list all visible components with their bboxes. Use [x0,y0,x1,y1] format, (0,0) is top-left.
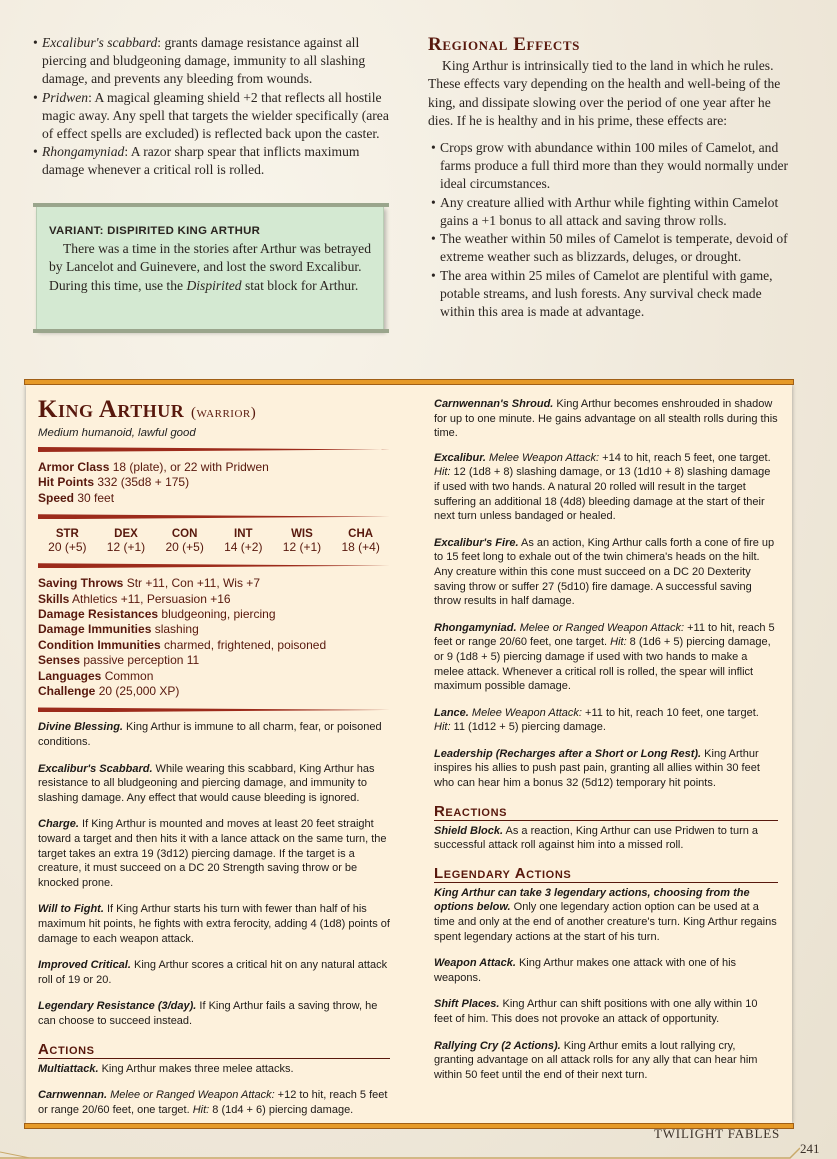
legendary-text: King Arthur makes one attack with one of his weapons. [434,957,737,984]
saving-throws [38,576,390,591]
footer-book-title: TWILIGHT FABLES [654,1126,780,1141]
trait-text: If King Arthur starts his turn with fewer than half of his maximum hit points, he fights with extra ferocity, adding 4 (1d8) points of damage to each weapon attack. [38,903,390,945]
item-text: : A magical gleaming shield +2 that reflects all hostile magic away. Any spell that targets the wielder specifically (area of effect spells are excluded) is reflected back upon the caster. [42,89,389,142]
action-carnwennans-shroud [434,397,778,441]
trait-legendary-resistance [38,999,390,1028]
action-name: Carnwennan's Shroud. [434,398,554,410]
damage-resistances [38,607,390,622]
stat-block-top-bar [24,379,794,385]
ability-name: CON [171,528,198,541]
action-name: Carnwennan. [38,1089,108,1102]
variant-text: stat block for Arthur. [241,277,359,293]
action-text: King Arthur makes three melee attacks. [98,1062,294,1075]
challenge [38,684,390,699]
trait-improved-critical [38,958,390,987]
action-text: +12 to hit, reach 5 feet or range 20/60 feet, one target. [38,1089,388,1116]
list-item: • Excalibur's scabbard: grants damage resistance against all piercing and bludgeoning damage, immunity to all slashing damage, and prevents any bleeding from wounds. [33,35,366,87]
action-name: Excalibur's Fire. [434,536,519,549]
legendary-rallying-cry [434,1039,778,1083]
action-excalibur [434,451,778,524]
ability-name: WIS [291,528,313,541]
item-text: : grants damage resistance against all piercing and bludgeoning damage, immunity to all slashing damage, and prevents any bleeding from wounds. [42,35,366,87]
trait-name: Excalibur's Scabbard. [38,762,153,775]
item-name: Rhongamyniad [42,144,125,160]
skills [38,592,390,607]
prop-label: Senses [38,653,81,668]
condition-immunities [38,638,390,653]
item-text: Any creature allied with Arthur while fighting within Camelot gains a +1 bonus to all attack and saving throw rolls. [440,194,779,228]
ability-name: STR [55,528,79,541]
trait-charge [38,817,390,890]
list-item: • The weather within 50 miles of Camelot is temperate, devoid of extreme weather such as blizzards, deluges, or drought. [431,231,788,265]
regional-effects-title: Regional Effects [428,34,580,55]
ability-value: 12 (+1) [106,540,146,555]
action-text: King Arthur becomes enshrouded in shadow for up to one minute. He gains advantage on all stealth rolls during this time. [434,398,778,440]
armor-class [38,460,390,475]
legendary-name: Weapon Attack. [434,957,516,970]
divider [38,707,390,712]
trait-name: Divine Blessing. [38,721,123,734]
divider [38,447,390,452]
actions-heading: Actions [38,1041,390,1059]
action-name: Leadership (Recharges after a Short or Long Rest). [434,747,702,760]
speed [38,491,390,506]
action-name: Rhongamyniad. [434,621,517,634]
ability-scores [38,527,390,555]
stat-block-right-column [434,397,778,1094]
monster-type: Medium humanoid, lawful good [38,427,196,439]
left-column [30,34,398,180]
damage-text: 12 (1d8 + 8) slashing damage, or 13 (1d10 + 8) slashing damage if used with two hands. A natural 20 rolled will result in the target suffering an additional 18 (4d8) bleeding damage at the start of their next turn unless bandaged or healed. [434,466,771,523]
footer-ornament-line [0,1148,800,1158]
action-text: As an action, King Arthur calls forth a cone of fire up to 15 feet long to exhale out of the twin chimera's heads on the hilt. Any creature within this cone must succeed on a DC 20 Dexterity saving throw or suffer 27 (5d10) fire damage. A successful saving throw results in half damage. [434,536,775,608]
trait-text: While wearing this scabbard, King Arthur has resistance to all bludgeoning and piercing damage, and immunity to slashing damage. Any effect that would cause bleeding is ignored. [38,762,375,804]
list-item: • Crops grow with abundance within 100 miles of Camelot, and farms produce a full third more than they would normally under ideal circumstances. [431,139,789,192]
action-excaliburs-fire [434,536,778,609]
action-lance [434,706,778,735]
legendary-intro [434,886,778,944]
damage-text: 8 (1d6 + 5) piercing damage, or 9 (1d8 + 5) piercing damage if used with two hands to make a melee attack. Whenever a critical roll is rolled, the spear will inflict maximum possible damage. [434,636,771,693]
prop-value: 18 (plate), or 22 with Pridwen [112,460,269,474]
prop-value: Str +11, Con +11, Wis +7 [126,576,260,591]
prop-label: Hit Points [38,475,94,490]
prop-value: Common [104,668,154,683]
trait-text: If King Arthur is mounted and moves at least 20 feet straight toward a target and then hits it with a lance attack on the same turn, the target takes an extra 19 (3d12) piercing damage. If the target is a creature, it must succeed on a DC 20 Strength saving throw or be knocked prone. [38,818,387,889]
prop-label: Damage Immunities [38,622,152,637]
action-text: +11 to hit, reach 5 feet or range 20/60 feet, one target. [434,621,775,649]
prop-label: Languages [38,668,102,683]
legendary-name: Shift Places. [434,998,500,1011]
legendary-actions-heading: Legendary Actions [434,865,778,883]
action-leadership [434,747,778,791]
prop-label: Challenge [38,684,96,699]
item-text: Crops grow with abundance within 100 miles of Camelot, and farms produce a full third more than they would normally under ideal circumstances. [440,139,789,192]
equipment-list [30,34,398,180]
attack-type: Melee Weapon Attack: [468,706,582,719]
action-name: Lance. [434,706,469,719]
prop-label: Speed [38,490,75,505]
trait-will-to-fight [38,902,390,946]
legendary-text: King Arthur emits a lout rallying cry, granting advantage on all attack rolls for any ally that can hear him within 50 feet until the end of their next turn. [434,1039,758,1081]
trait-excaliburs-scabbard [38,762,390,806]
divider [38,563,390,568]
prop-value: bludgeoning, piercing [161,607,276,622]
monster-subtitle: (warrior) [191,405,257,421]
right-column [428,34,794,322]
ability-value: 14 (+2) [224,540,263,555]
prop-label: Skills [38,591,70,606]
damage-immunities [38,622,390,637]
regional-intro: King Arthur is intrinsically tied to the land in which he rules. These effects vary depending on the health and well-being of the king, and dissipate slowing over the period of one year after he dies. If he is healthy and in his prime, these effects are: [428,58,781,129]
attack-type: Melee or Ranged Weapon Attack: [516,621,685,634]
prop-label: Damage Resistances [38,607,159,622]
action-carnwennan [38,1088,390,1117]
damage-text: 11 (1d12 + 5) piercing damage. [450,721,606,734]
hit-label: Hit: [434,721,451,734]
hit-label: Hit: [192,1103,210,1116]
senses [38,653,390,668]
prop-value: passive perception 11 [83,653,200,668]
attack-type: Melee or Ranged Weapon Attack: [107,1089,275,1102]
stat-block [26,385,792,1123]
item-text: : A razor sharp spear that inflicts maximum damage whenever a critical roll is rolled. [42,144,360,178]
divider [38,514,390,519]
hit-label: Hit: [610,636,627,649]
list-item: • Any creature allied with Arthur while fighting within Camelot gains a +1 bonus to all attack and saving throw rolls. [431,194,779,228]
prop-value: Athletics +11, Persuasion +16 [72,591,231,606]
legendary-text: King Arthur can shift positions with one ally within 10 feet of him. This does not provoke an attack of opportunity. [434,998,758,1025]
trait-text: King Arthur scores a critical hit on any natural attack roll of 19 or 20. [38,959,388,986]
ability-value: 18 (+4) [341,540,380,555]
prop-value: 332 (35d8 + 175) [97,475,190,490]
attack-type: Melee Weapon Attack: [485,451,600,464]
trait-name: Charge. [38,818,79,831]
hit-label: Hit: [434,466,451,479]
reaction-text: As a reaction, King Arthur can use Pridwen to turn a successful attack roll against him into a missed roll. [434,824,759,852]
list-item: • Rhongamyniad: A razor sharp spear that inflicts maximum damage whenever a critical roll is rolled. [33,144,360,178]
list-item: • Pridwen: A magical gleaming shield +2 that reflects all hostile magic away. Any spell that targets the wielder specifically (area of effect spells are excluded) is reflected back upon the caster. [33,89,389,142]
monster-name [38,397,390,426]
list-item: • The area within 25 miles of Camelot are plentiful with game, potable streams, and lush forests. Any survival check made within this area is made at advantage. [431,267,773,320]
reaction-name: Shield Block. [434,824,504,837]
legendary-weapon-attack [434,956,778,985]
action-text: +14 to hit, reach 5 feet, one target. [599,451,771,464]
languages [38,669,390,684]
variant-body [49,240,371,295]
variant-sidebar [36,206,384,330]
monster-name-text: King Arthur [38,396,185,423]
prop-value: charmed, frightened, poisoned [164,637,327,652]
action-text: King Arthur inspires his allies to push past pain, granting all allies within 30 feet who can hear him a bonus 32 (5d12) temporary hit points. [434,747,760,790]
ability-value: 12 (+1) [282,540,322,555]
reactions-heading: Reactions [434,803,778,821]
action-name: Multiattack. [38,1062,99,1075]
trait-text: If King Arthur fails a saving throw, he can choose to succeed instead. [38,1000,378,1027]
page-number: 241 [800,1141,820,1156]
item-text: The area within 25 miles of Camelot are plentiful with game, potable streams, and lush forests. Any survival check made within this area is made at advantage. [440,267,773,320]
hit-points [38,475,390,490]
regional-list [428,139,794,322]
ability-name: DEX [114,528,138,541]
trait-name: Will to Fight. [38,903,104,916]
prop-label: Condition Immunities [38,637,161,652]
action-text: +11 to hit, reach 10 feet, one target. [581,706,759,719]
prop-label: Saving Throws [38,576,124,591]
action-name: Excalibur. [434,451,486,464]
action-rhongamyniad [434,621,778,694]
item-name: Pridwen [42,89,89,105]
ability-value: 20 (+5) [48,540,87,555]
footer-ornament-accent [0,1152,30,1158]
item-text: The weather within 50 miles of Camelot is temperate, devoid of extreme weather such as blizzards, deluges, or drought. [440,231,788,265]
legendary-shift-places [434,997,778,1026]
reaction-shield-block [434,824,778,853]
prop-value: 20 (25,000 XP) [98,684,180,699]
prop-value: slashing [154,622,199,637]
damage-text: 8 (1d4 + 6) piercing damage. [209,1103,354,1116]
prop-value: 30 feet [77,490,115,505]
stat-block-left-column [38,397,390,1129]
prop-label: Armor Class [38,460,110,474]
legendary-intro-bold: King Arthur can take 3 legendary actions, choosing from the options below. [434,886,750,914]
variant-emphasis: Dispirited [186,277,242,293]
ability-value: 20 (+5) [165,540,204,555]
variant-title: VARIANT: DISPIRITED KING ARTHUR [49,225,261,237]
trait-name: Legendary Resistance (3/day). [38,1000,197,1013]
legendary-intro-text: Only one legendary action option can be used at a time and only at the end of another creature's turn. King Arthur regains spent legendary actions at the start of his turn. [434,901,777,943]
trait-text: King Arthur is immune to all charm, fear, or poisoned conditions. [38,721,382,749]
item-name: Excalibur's scabbard [42,35,158,50]
ability-name: CHA [348,528,374,541]
legendary-name: Rallying Cry (2 Actions). [434,1039,561,1052]
action-multiattack [38,1062,390,1077]
trait-name: Improved Critical. [38,959,131,972]
footer-ornament [0,1146,800,1159]
trait-divine-blessing [38,720,390,749]
variant-text: There was a time in the stories after Arthur was betrayed by Lancelot and Guinevere, and lost the sword Excalibur. During this time, use the [49,241,372,293]
ability-name: INT [234,528,253,541]
